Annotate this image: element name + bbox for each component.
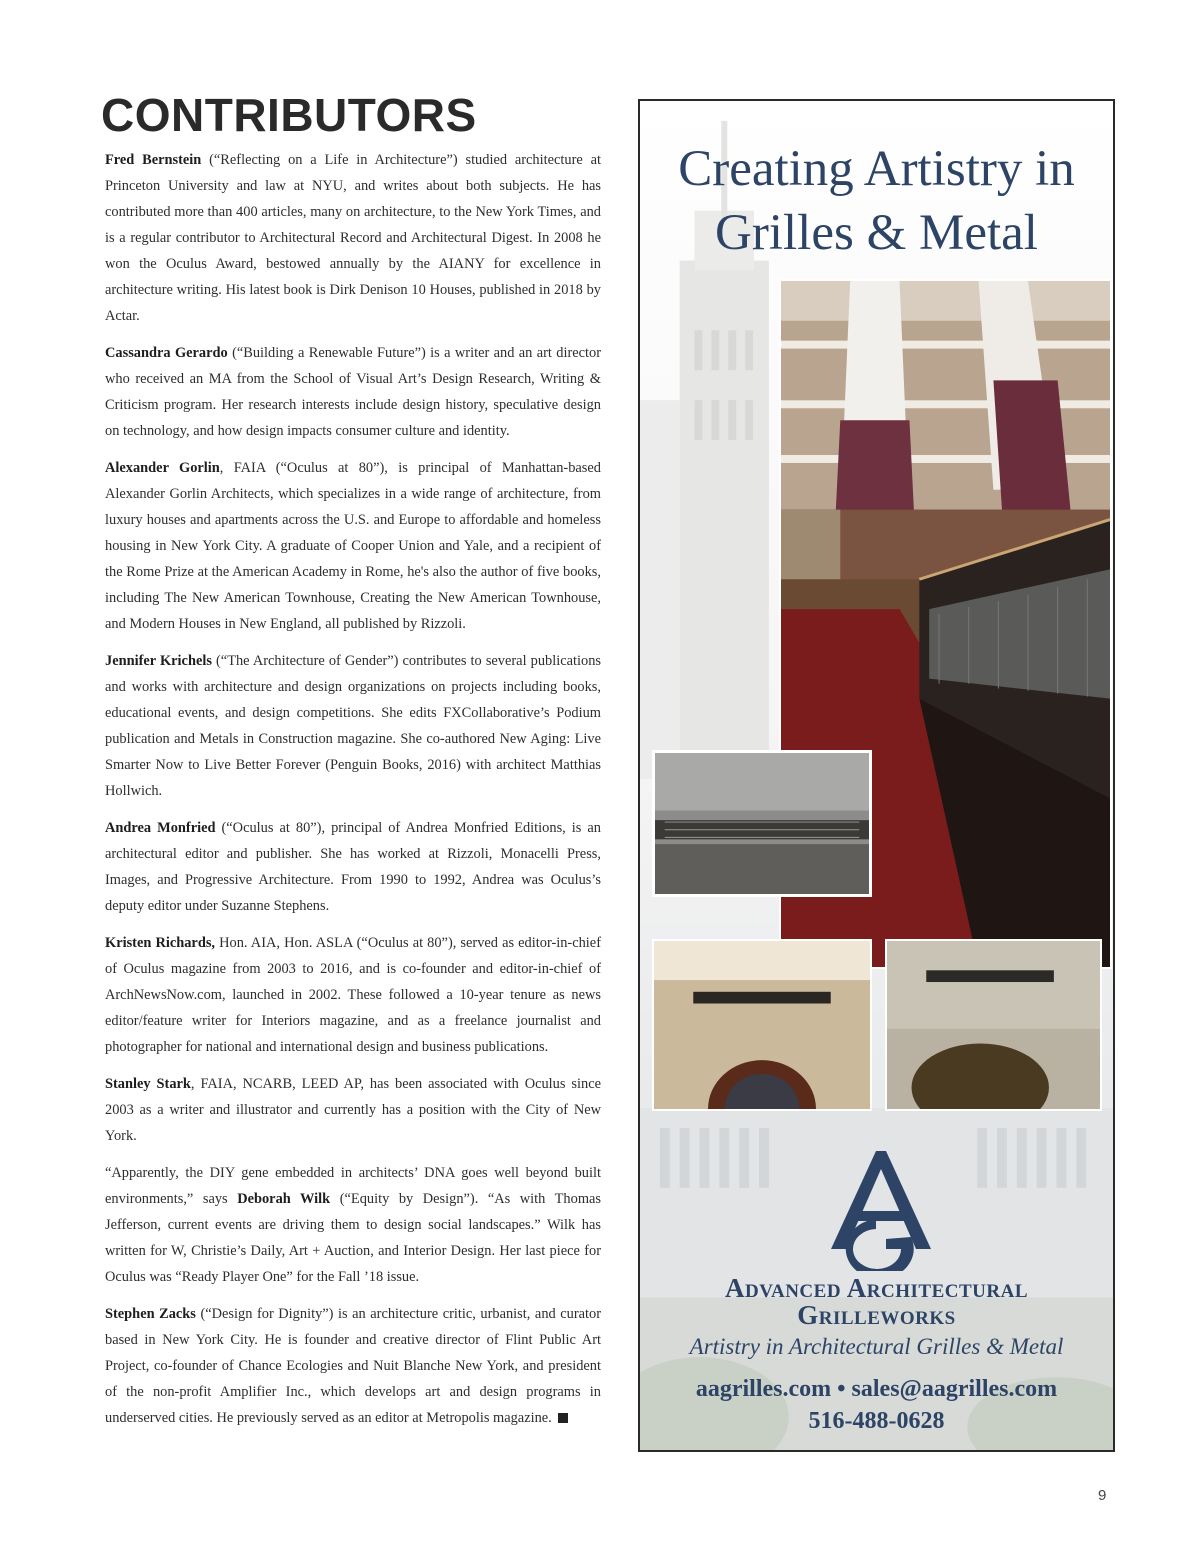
bio-text: “Apparently, the DIY gene embedded in architects’ DNA goes well beyond built environments,” says <box>105 1165 601 1207</box>
bio-name: Alexander Gorlin <box>105 460 220 476</box>
bio-text: (“Design for Dignity”) is an architecture critic, urbanist, and curator based in New York City. He is founder and creative director of Flint Public Art Project, co-founder of Chance Ecologies and Nuit Blanche New York, and president of the non-profit Amplifier Inc., which develops art and design programs in underserved cities. He previously served as an editor at Metropolis magazine. <box>105 1306 601 1426</box>
bio-stephen-zacks <box>105 1301 601 1431</box>
bio-name: Jennifer Krichels <box>105 653 212 669</box>
page-number: 9 <box>1098 1487 1107 1504</box>
floor-grille-photo <box>652 750 872 897</box>
ad-tagline: Artistry in Architectural Grilles & Metal <box>689 1334 1064 1359</box>
bio-name: Kristen Richards, <box>105 935 216 951</box>
bio-name: Andrea Monfried <box>105 820 216 836</box>
page-heading: CONTRIBUTORS <box>101 89 477 141</box>
bio-name: Fred Bernstein <box>105 152 202 168</box>
grillworks-advertisement <box>638 99 1115 1452</box>
ad-contact <box>640 1339 1113 1437</box>
ad-headline-line: Creating Artistry in <box>678 141 1075 197</box>
ceiling-grille-photo <box>652 939 872 1111</box>
ad-headline-line: Grilles & Metal <box>715 205 1038 261</box>
phone-number: 516-488-0628 <box>808 1408 945 1434</box>
aag-logo-icon <box>816 1149 936 1271</box>
bio-deborah-wilk <box>105 1160 601 1290</box>
bio-stanley-stark <box>105 1071 601 1149</box>
bio-text: , FAIA, NCARB, LEED AP, has been associated with Oculus since 2003 as a writer and illustrator and currently has a position with the City of New York. <box>105 1076 601 1144</box>
bio-name: Cassandra Gerardo <box>105 345 228 361</box>
bio-fred-bernstein <box>105 147 601 329</box>
bio-cassandra-gerardo <box>105 340 601 444</box>
bio-alexander-gorlin <box>105 455 601 637</box>
bio-text: (“Reflecting on a Life in Architecture”) studied architecture at Princeton University and law at NYU, and writes about both subjects. He has contributed more than 400 articles, many on architecture, to the New York Times, and is a regular contributor to Architectural Record and Architectural Digest. In 2008 he won the Oculus Award, bestowed annually by the AIANY for excellence in architecture writing. His latest book is Dirk Denison 10 Houses, published in 2018 by Actar. <box>105 152 601 324</box>
end-mark-icon <box>558 1413 568 1423</box>
bio-text: (“Oculus at 80”), principal of Andrea Monfried Editions, is an architectural editor and publisher. She has worked at Rizzoli, Monacelli Press, Images, and Progressive Architecture. From 1990 to 1992, Andrea was Oculus’s deputy editor under Suzanne Stephens. <box>105 820 601 914</box>
bio-kristen-richards <box>105 930 601 1060</box>
company-name-line: Advanced Architectural <box>725 1273 1028 1303</box>
bio-text: (“Equity by Design”). “As with Thomas Jefferson, current events are driving them to design social landscapes.” Wilk has written for W, Christie’s Daily, Art + Auction, and Interior Design. Her last piece for Oculus was “Ready Player One” for the Fall ’18 issue. <box>105 1191 602 1285</box>
bio-name: Deborah Wilk <box>237 1191 331 1207</box>
company-name <box>640 1275 1113 1329</box>
contributor-bios <box>105 147 601 1442</box>
bio-text: (“Building a Renewable Future”) is a writer and an art director who received an MA from the School of Visual Art’s Design Research, Writing & Criticism program. Her research interests include design history, speculative design on technology, and how design impacts consumer culture and identity. <box>105 345 602 439</box>
bio-text: Hon. AIA, Hon. ASLA (“Oculus at 80”), served as editor-in-chief of Oculus magazine from 2003 to 2016, and is co-founder and editor-in-chief of ArchNewsNow.com, launched in 2002. These followed a 10-year tenure as news editor/feature writer for Interiors magazine, and as a freelance journalist and photographer for national and international design and business publications. <box>105 935 601 1055</box>
ad-headline <box>640 137 1113 265</box>
bio-jennifer-krichels <box>105 648 601 804</box>
bio-name: Stanley Stark <box>105 1076 191 1092</box>
bio-text: , FAIA (“Oculus at 80”), is principal of Manhattan-based Alexander Gorlin Architects, which specializes in a wide range of architecture, from luxury houses and apartments across the U.S. and Europe to affordable and homeless housing in New York City. A graduate of Cooper Union and Yale, and a recipient of the Rome Prize at the American Academy in Rome, he's also the author of five books, including The New American Townhouse, Creating the New American Townhouse, and Modern Houses in New England, all published by Rizzoli. <box>105 460 601 632</box>
company-name-line: Grilleworks <box>797 1300 956 1330</box>
bio-name: Stephen Zacks <box>105 1306 196 1322</box>
wall-grille-photo <box>885 939 1102 1111</box>
website-email: aagrilles.com • sales@aagrilles.com <box>695 1376 1058 1402</box>
bio-andrea-monfried <box>105 815 601 919</box>
bio-text: (“The Architecture of Gender”) contributes to several publications and works with architecture and design organizations on projects including books, educational events, and design competitions. She edits FXCollaborative’s Podium publication and Metals in Construction magazine. She co-authored New Aging: Live Smarter Now to Live Better Forever (Penguin Books, 2016) with architect Matthias Hollwich. <box>105 653 601 799</box>
